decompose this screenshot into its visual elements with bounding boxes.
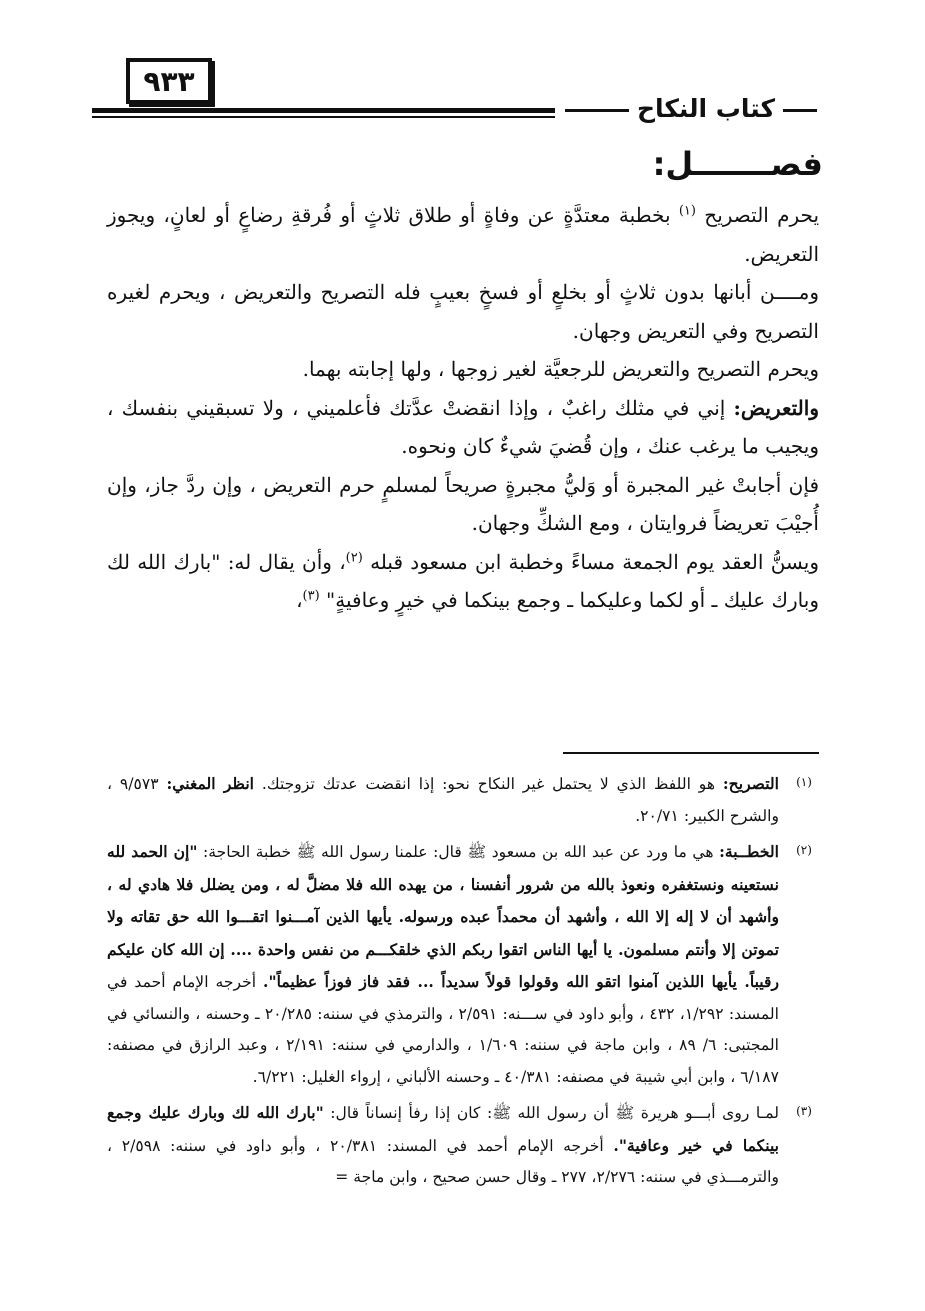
footnote-ref-2: (٢) — [345, 549, 363, 565]
running-head-dash — [783, 109, 817, 112]
footnote-ref-3: (٣) — [302, 588, 320, 604]
paragraph-1 — [107, 196, 819, 273]
footnote-text-2: أخرجه الإمام أحمد في المسند: ١/٢٩٢، ٤٣٢ ، وأبو داود في ســـنه: ٢/٥٩١ ، والترمذي في سننه: ٢٠/٢٨٥ ـ وحسنه ، والنسائي في المجتبى: ٦/ ٨٩ ، وابن ماجة في سننه: ١/٦٠٩ ، والدارمي في سننه: ٢/١٩١ ، وعبد الرازق في مصنفه: ٦/١٨٧ ، وابن أبي شيبة في مصنفه: ٤٠/٣٨١ ـ وحسنه الألباني ، إرواء الغليل: ٦/٢٢١. — [107, 973, 779, 1086]
main-text — [107, 196, 819, 620]
paragraph-4-text: إني في مثلك راغبٌ ، وإذا انقضتْ عدَّتك فأعلميني ، ولا تسبقيني بنفسك ، ويجيب ما يرغب عنك ، وإن قُضيَ شيءٌ كان ونحوه. — [107, 395, 819, 458]
running-head-title: كتاب النكاح — [636, 94, 775, 123]
footnote-label: الخطــبة: — [719, 842, 779, 861]
running-head — [555, 92, 827, 126]
paragraph-2: ومــــن أبانها بدون ثلاثٍ أو بخلعٍ أو فسخٍ بعيبٍ فله التصريح والتعريض ، ويحرم لغيره التصريح وفي التعريض وجهان. — [107, 280, 819, 343]
paragraph-4-label: والتعريض: — [733, 395, 819, 420]
footnote-quote: "إن الحمد لله نستعينه ونستغفره ونعوذ بالله من شرور أنفسنا ، من يهده الله فلا مضلَّ له ، ومن يضلل فلا هادي له ، وأشهد أن لا إله إلا الله ، وأشهد أن محمداً عبده ورسوله. يأيها الذين آمـــنوا اتقـــوا الله حق تقاته ولا تموتن إلا وأنتم مسلمون. يا أيها الناس اتقوا ربكم الذي خلقكـــم من نفس واحدة .... إن الله كان عليكم رقيباً. يأيها اللذين آمنوا اتقو الله وقولوا قولاً سديداً ... فقد فاز فوزاً عظيماً". — [107, 842, 779, 991]
footnote-text-2: ٩/٥٧٣ ، والشرح الكبير: ٢٠/٧١. — [107, 775, 779, 825]
paragraph-1-start: يحرم التصريح — [704, 203, 820, 227]
footnotes — [107, 768, 819, 1198]
paragraph-4 — [107, 389, 819, 466]
footnote-ref-1: (١) — [678, 203, 696, 219]
footnote-marker: (١) — [796, 775, 812, 789]
footnote-marker: (٢) — [796, 843, 812, 857]
paragraph-6 — [107, 543, 819, 620]
footnote-label-2: انظر المغني: — [166, 774, 254, 793]
page-number: ٩٣٣ — [126, 58, 212, 104]
paragraph-6-start: ويسنُّ العقد يوم الجمعة مساءً وخطبة ابن مسعود قبله — [370, 549, 820, 574]
footnote-label: لمـا — [755, 1104, 779, 1122]
section-heading: فصـــــــل: — [652, 145, 823, 183]
running-head-line — [565, 109, 629, 112]
footnote-1 — [107, 768, 819, 832]
footnote-label: التصريح: — [722, 774, 779, 793]
footnote-2 — [107, 836, 819, 1093]
footnote-text: روى أبـــو هريرة ﷺ أن رسول الله ﷺ: كان إذا رفأ إنساناً قال: — [330, 1104, 750, 1122]
paragraph-6-end: ، — [296, 588, 303, 612]
footnote-text-2: أخرجه الإمام أحمد في المسند: ٢٠/٣٨١ ، وأبو داود في سننه: ٢/٥٩٨ ، والترمـــذي في سننه: ٢/٢٧٦، ٢٧٧ ـ وقال حسن صحيح ، وابن ماجة = — [107, 1136, 779, 1186]
footnote-separator — [563, 752, 819, 754]
footnote-text: هي ما ورد عن عبد الله بن مسعود ﷺ قال: علمنا رسول الله ﷺ خطبة الحاجة: — [203, 843, 714, 861]
paragraph-5: فإن أجابتْ غير المجبرة أو وَليُّ مجبرةٍ صريحاً لمسلمٍ حرم التعريض ، وإن ردَّ جاز، وإن أُجيْبَ تعريضاً فروايتان ، ومع الشكِّ وجهان. — [107, 472, 820, 535]
paragraph-1-rest: بخطبة معتدَّةٍ عن وفاةٍ أو طلاق ثلاثٍ أو فُرقةِ رضاعٍ أو لعانٍ، ويجوز التعريض. — [107, 203, 819, 266]
footnote-marker: (٣) — [796, 1104, 812, 1118]
footnote-text: هو اللفظ الذي لا يحتمل غير النكاح نحو: إذا انقضت عدتك تزوجتك. — [261, 775, 716, 793]
footnote-3 — [107, 1097, 819, 1194]
paragraph-6-mid: ، وأن يقال له: "بارك الله لك وبارك عليك ـ أو لكما وعليكما ـ وجمع بينكما في خيرٍ وعافيةٍ" — [107, 549, 819, 612]
paragraph-3: ويحرم التصريح والتعريض للرجعيَّة لغير زوجها ، ولها إجابته بهما. — [302, 357, 819, 381]
footnote-quote: "بارك الله لك وبارك عليك وجمع بينكما في خير وعافية". — [107, 1103, 779, 1155]
